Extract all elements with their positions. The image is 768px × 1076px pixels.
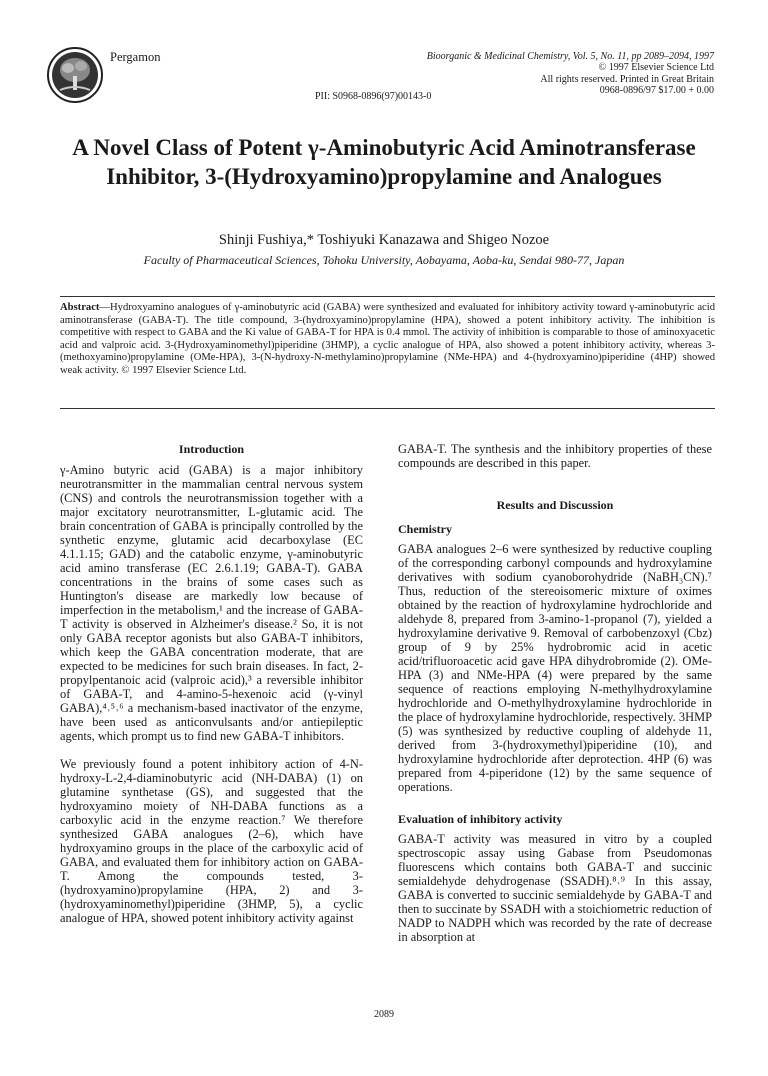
author-list: Shinji Fushiya,* Toshiyuki Kanazawa and Shigeo Nozoe — [218, 232, 550, 248]
title-line-1: A Novel Class of Potent γ-Aminobutyric Acid Aminotransferase — [72, 135, 696, 160]
article-title — [30, 133, 738, 191]
journal-line-1: Bioorganic & Medicinal Chemistry, Vol. 5, No. 11, pp 2089–2094, 1997 — [426, 51, 714, 62]
abstract-text: —Hydroxyamino analogues of γ-aminobutyric acid (GABA) were synthesized and evaluated for inhibitory activity toward γ-aminobutyric acid aminotransferase (GABA-T). The title compound, 3-(hydroxyamino)propylamine (HPA), showed a potent inhibitory activity. The inhibition is competitive with respect to GABA and the Ki value of GABA-T for HPA is 0.4 mmol. The activity of inhibition is comparable to those of aminoxyacetic acid and valproic acid. 3-(Hydroxyaminomethyl)piperidine (3HMP), a cyclic analogue of HPA, also showed a potent inhibitory activity, whereas 3-(methoxyamino)propylamine (OMe-HPA), 3-(N-hydroxy-N-methylamino)propylamine (NMe-HPA) and 4-(hydroxyamino)piperidine (4HP) showed weak activity. © 1997 Elsevier Science Ltd. — [60, 302, 715, 376]
abstract-top-rule — [60, 296, 715, 297]
results-heading: Results and Discussion — [496, 498, 614, 512]
evaluation-paragraph: GABA-T activity was measured in vitro by a coupled spectroscopic assay using Gabase from Pseudomonas fluorescens which contains both GABA-T and succinic semialdehyde dehydrogenase (SSADH).⁸˒⁹ In this assay, GABA is converted to succinic semialdehyde by GABA-T and then to succinate by SSADH with a stoichiometric reduction of NADP to NADPH which was recorded by the rate of decrease in absorption at — [398, 832, 712, 944]
title-line-2: Inhibitor, 3-(Hydroxyamino)propylamine and Analogues — [106, 164, 662, 189]
left-column — [60, 442, 363, 925]
abstract — [60, 302, 715, 378]
pii-code: PII: S0968-0896(97)00143-0 — [315, 91, 432, 102]
right-paragraph-0: GABA-T. The synthesis and the inhibitory properties of these compounds are described in this paper. — [398, 442, 712, 470]
affiliation: Faculty of Pharmaceutical Sciences, Tohoku University, Aobayama, Aoba-ku, Sendai 980-77, Japan — [143, 253, 625, 267]
journal-line-4: 0968-0896/97 $17.00 + 0.00 — [599, 85, 714, 97]
publisher-name: Pergamon — [110, 50, 161, 64]
chemistry-paragraph: GABA analogues 2–6 were synthesized by reductive coupling of the corresponding carbonyl compounds and hydroxylamine derivatives with sodium cyanoborohydride (NaBH₃CN).⁷ Thus, reduction of the stereoisomeric mixture of oximes obtained by the reaction of hydroxylamine hydrochloride and aldehyde 8, prepared from 3-amino-1-propanol (7), yielded a hydroxylamine derivative 9. Removal of carbobenzoxyl (Cbz) group of 9 by 25% hydrobromic acid in acetic acid/trifluoroacetic acid gave HPA dihydrobromide (2). OMe-HPA (3) and NMe-HPA (4) were prepared by the same sequence of reactions employing N-methylhydroxylamine hydrochloride and O-methylhydroxylamine hydrochloride in the place of hydroxylamine hydrochloride, respectively. 3HMP (5) was synthesized by reductive coupling of aldehyde 11, derived from 3-(hydroxymethyl)piperidine (10), and hydroxylamine hydrochloride after deprotection. 4HP (6) was prepared from 4-piperidone (12) by the same sequence of operations. — [398, 542, 712, 794]
introduction-heading: Introduction — [178, 442, 245, 456]
publisher-logo — [46, 46, 104, 104]
right-column — [398, 442, 712, 944]
journal-citation — [354, 51, 714, 97]
journal-line-3: All rights reserved. Printed in Great Britain — [540, 73, 714, 85]
abstract-label: Abstract — [60, 302, 100, 313]
intro-paragraph-2: We previously found a potent inhibitory action of 4-N-hydroxy-L-2,4-diaminobutyric acid (NH-DABA) (1) on glutamine synthetase (GS), and suggested that the hydroxyamino moiety of NH-DABA functions as a carboxylic acid in the enzyme reaction.⁷ We therefore synthesized GABA analogues (2–6), which have hydroxyamino groups in the place of the carboxylic acid of GABA, and evaluated them for inhibitory action on GABA-T. Among the compounds tested, 3-(hydroxyamino)propylamine (HPA, 2) and 3-(hydroxyaminomethyl)piperidine (3HMP, 5), a cyclic analogue of HPA, showed potent inhibitory activity against — [60, 757, 363, 925]
intro-paragraph-1: γ-Amino butyric acid (GABA) is a major inhibitory neurotransmitter in the mammalian central nervous system (CNS) and controls the neurotransmission together with a major excitatory neurotransmitter, L-glutamic acid. The brain concentration of GABA is principally controlled by the synthetic enzyme, glutamic acid decarboxylase (EC 4.1.1.15; GAD) and the catabolic enzyme, γ-aminobutyric acid amino transferase (EC 2.6.1.19; GABA-T). GABA concentrations in the brains of some cases such as Huntington's disease are markedly low because of imperfection in the metabolism,¹ and the increase of GABA-T activity is observed in Alzheimer's disease.² So, it is not only GABA receptor agonists but also GABA-T inhibitors, which keep the GABA concentration moderate, that are expected to be medicines for such brain diseases. In fact, 2-propylpentanoic acid (valproic acid),³ a reversible inhibitor of GABA-T, and 4-amino-5-hexenoic acid (γ-vinyl GABA),⁴˒⁵˒⁶ a mechanism-based inactivator of the enzyme, have been used as anticonvulsants and/or antiepileptic agents, which prompt us to find new GABA-T inhibitors. — [60, 463, 363, 743]
evaluation-subheading: Evaluation of inhibitory activity — [398, 812, 563, 826]
abstract-bottom-rule — [60, 408, 715, 409]
chemistry-subheading: Chemistry — [398, 522, 452, 536]
journal-line-2: © 1997 Elsevier Science Ltd — [598, 62, 714, 74]
page-number: 2089 — [374, 1009, 394, 1020]
